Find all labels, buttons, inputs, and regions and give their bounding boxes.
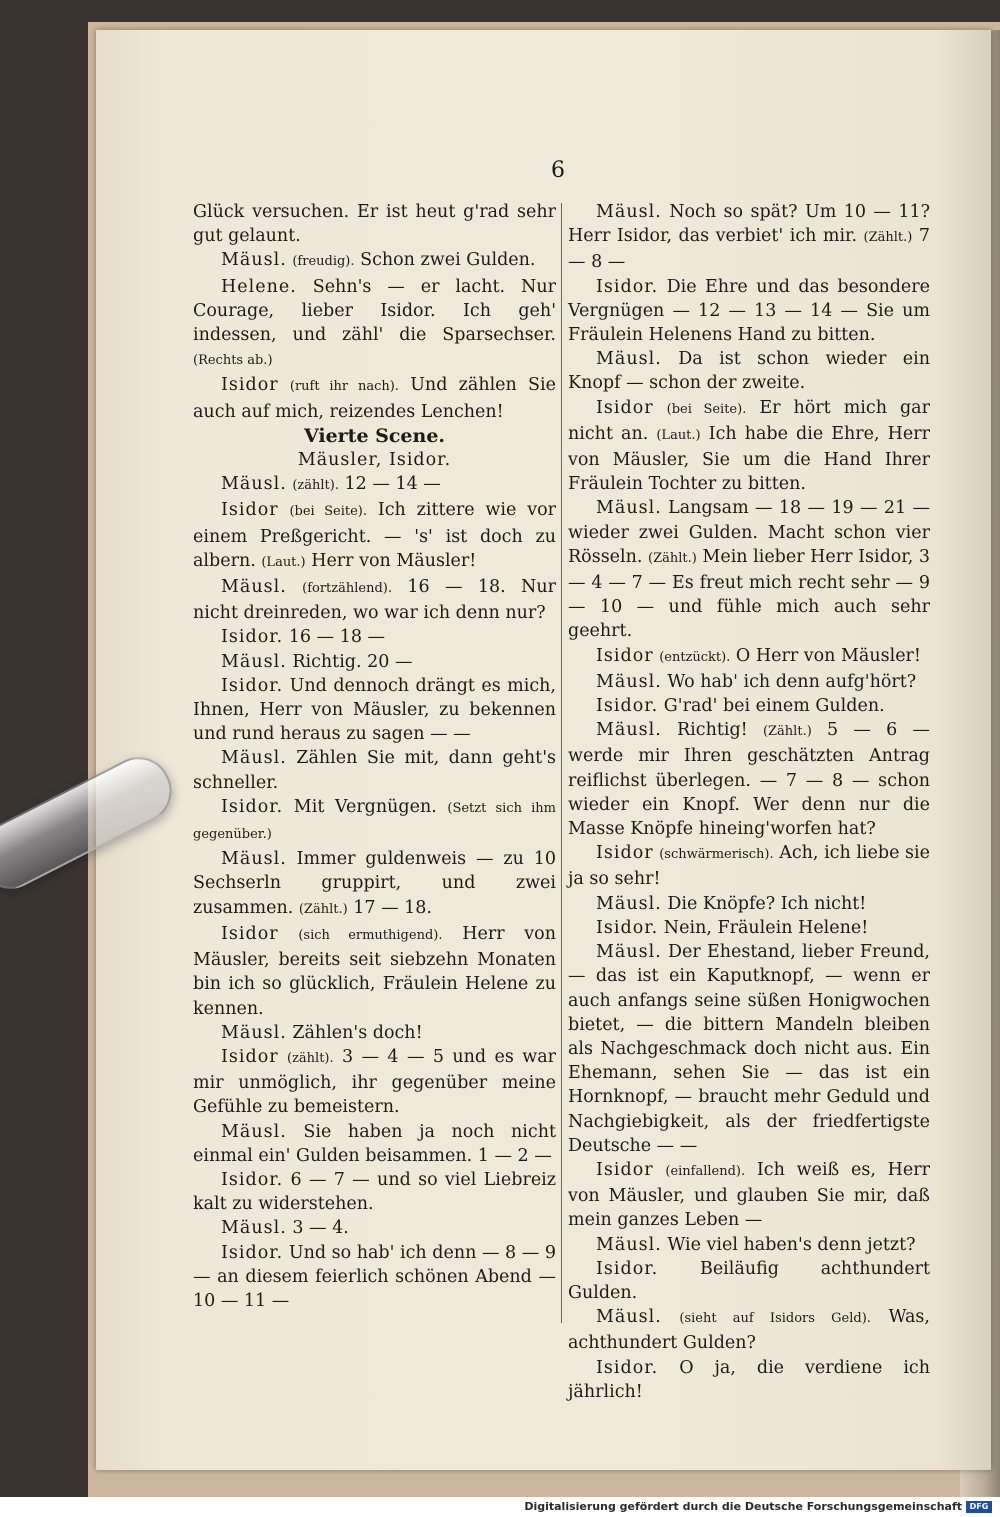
speaker-name: Mäusl. xyxy=(221,849,287,870)
dialogue-text: 16 — 18 — xyxy=(283,627,386,648)
speaker-name: Mäusl. xyxy=(596,893,662,914)
dialogue-text: Wie viel haben's denn jetzt? xyxy=(661,1234,916,1255)
dialogue-text: Beiläufig achthundert Gulden. xyxy=(568,1258,930,1303)
dialogue-text xyxy=(279,1047,287,1067)
speaker-name: Isidor xyxy=(221,375,279,396)
dialogue-text: Da ist schon wieder ein Knopf — schon der zweite. xyxy=(568,349,930,394)
dialogue-text: Mit Vergnügen. xyxy=(283,796,448,817)
dialogue-text: 17 — 18. xyxy=(347,897,432,918)
speaker-name: Mäusl. xyxy=(596,942,662,963)
speaker-name: Mäusl. xyxy=(221,651,287,672)
dialogue-paragraph xyxy=(193,674,556,747)
speaker-name: Mäusl. xyxy=(221,748,287,769)
speaker-name: Isidor. xyxy=(596,1357,659,1378)
stage-direction: (zählt). xyxy=(287,1050,334,1066)
dialogue-paragraph xyxy=(193,746,556,794)
stage-direction: (Laut.) xyxy=(261,554,306,570)
dialogue-text: 3 — 4. xyxy=(286,1218,349,1239)
footer-bar xyxy=(0,1497,1000,1517)
speaker-name: Isidor xyxy=(596,645,654,666)
stage-direction: (entzückt). xyxy=(659,649,731,665)
speaker-name: Isidor. xyxy=(221,796,284,817)
dialogue-paragraph xyxy=(568,496,930,643)
speaker-name: Isidor xyxy=(596,843,654,864)
dialogue-text: Ich habe die Ehre, Herr von Mäusler, Sie um die Hand Ihrer Fräulein Tochter zu bitten. xyxy=(568,423,930,495)
dialogue-text: Er hört mich gar nicht an. xyxy=(568,397,930,444)
dialogue-text: Schon zwei Gulden. xyxy=(354,250,536,271)
dialogue-text: Richtig. 20 — xyxy=(286,651,413,672)
stage-direction: (sieht auf Isidors Geld). xyxy=(679,1311,871,1327)
stage-direction: (Zählt.) xyxy=(648,550,697,566)
dialogue-text: Sie haben ja noch nicht einmal ein' Gulden beisammen. 1 — 2 — xyxy=(193,1121,556,1166)
dialogue-paragraph xyxy=(568,1257,930,1305)
dialogue-paragraph xyxy=(193,1045,556,1120)
dialogue-paragraph xyxy=(193,795,556,847)
dialogue-paragraph xyxy=(193,847,556,922)
dialogue-text: Zählen's doch! xyxy=(286,1022,423,1043)
speaker-name: Mäusl. xyxy=(221,1022,287,1043)
dialogue-paragraph xyxy=(193,1021,556,1045)
stage-direction: (Laut.) xyxy=(656,427,701,443)
dialogue-paragraph xyxy=(193,575,556,625)
dialogue-text: 3 — 4 — 5 und es war mir unmöglich, ihr gegenüber meine Gefühle zu bemeistern. xyxy=(193,1046,556,1118)
speaker-name: Isidor xyxy=(596,1159,654,1180)
dialogue-text xyxy=(279,375,290,395)
dialogue-text xyxy=(279,500,290,520)
dialogue-text: O ja, die verdiene ich jährlich! xyxy=(568,1357,930,1402)
speaker-name: Mäusl. xyxy=(596,720,662,741)
speaker-name: Isidor. xyxy=(596,276,659,297)
dialogue-paragraph xyxy=(568,1233,930,1257)
speaker-name: Mäusl. xyxy=(221,1218,287,1239)
dialogue-paragraph xyxy=(193,472,556,498)
dialogue-text: 5 — 6 — werde mir Ihren geschätzten Antrag reiflichst überlegen. — 7 — 8 — schon wieder ein Knopf. Wer denn nur die Masse Knöpfe hineing'worfen hat? xyxy=(568,720,930,840)
stage-direction: (fortzählend). xyxy=(302,581,392,597)
dialogue-paragraph xyxy=(193,1241,556,1314)
stage-direction: (zählt). xyxy=(292,478,339,494)
speaker-name: Isidor. xyxy=(221,627,284,648)
stage-direction: (bei Seite). xyxy=(666,401,747,417)
dialogue-paragraph xyxy=(193,1120,556,1168)
dialogue-text: Glück versuchen. Er ist heut g'rad sehr gut gelaunt. xyxy=(193,202,556,247)
dialogue-text: Mein lieber Herr Isidor, 3 — 4 — 7 — Es freut mich recht sehr — 9 — 10 — und fühle mich auch sehr geehrt. xyxy=(568,546,931,642)
speaker-name: Mäusl. xyxy=(596,498,662,519)
stage-direction: (Setzt sich ihm gegenüber.) xyxy=(193,800,556,843)
dialogue-paragraph xyxy=(193,373,556,423)
speaker-name: Helene. xyxy=(221,276,297,297)
dialogue-text: 7 — 8 — xyxy=(568,226,930,273)
dialogue-text: Und zählen Sie auch auf mich, reizendes Lenchen! xyxy=(193,375,556,422)
dialogue-paragraph xyxy=(568,200,930,275)
footer-credit: Digitalisierung gefördert durch die Deutsche Forschungsgemeinschaft xyxy=(524,1500,962,1513)
dialogue-text: 6 — 7 — und so viel Liebreiz kalt zu widerstehen. xyxy=(193,1169,556,1215)
speaker-name: Isidor. xyxy=(221,675,284,696)
stage-direction: (Zählt.) xyxy=(298,901,348,917)
dialogue-text: Sehn's — er lacht. Nur Courage, lieber Isidor. Ich geh' indessen, und zähl' die Sparsechser. xyxy=(193,276,556,346)
stage-direction: (Rechts ab.) xyxy=(193,353,273,369)
dialogue-paragraph xyxy=(193,200,556,248)
dialogue-paragraph xyxy=(568,841,930,891)
speaker-name: Mäusl. xyxy=(221,1121,287,1142)
speaker-name: Mäusl. xyxy=(596,1234,662,1255)
dialogue-text: Immer guldenweis — zu 10 Sechserln gruppirt, und zwei zusammen. xyxy=(193,849,556,918)
dialogue-text xyxy=(654,398,667,418)
dialogue-text: Und so hab' ich denn — 8 — 9 — an diesem feierlich schönen Abend — 10 — 11 — xyxy=(193,1242,556,1311)
dialogue-paragraph xyxy=(568,1305,930,1355)
dialogue-text: Herr von Mäusler, bereits seit siebzehn Monaten bin ich so glücklich, Fräulein Helene zu kennen. xyxy=(193,923,556,1019)
speaker-name: Isidor. xyxy=(596,1258,659,1279)
dialogue-text: Der Ehestand, lieber Freund, — das ist ein Kaputknopf, — wenn er auch anfangs seine süßen Honigwochen bietet, — die bittern Mandeln bleiben als Nachgeschmack doch nicht aus. Ein Ehemann, sehen Sie — das ist ein Hornknopf, — braucht mehr Geduld und Nachgiebigkeit, als der friedfertigste Deutsche — — xyxy=(568,942,930,1156)
dialogue-paragraph xyxy=(193,1168,556,1216)
speaker-name: Isidor xyxy=(221,500,279,521)
speaker-name: Isidor. xyxy=(221,1242,284,1263)
dialogue-text: Die Ehre und das besondere Vergnügen — 12 — 13 — 14 — Sie um Fräulein Helenens Hand zu bitten. xyxy=(568,276,930,346)
stage-direction: (sich ermuthigend). xyxy=(298,927,443,943)
dialogue-paragraph xyxy=(568,644,930,670)
dialogue-text: O Herr von Mäusler! xyxy=(730,645,921,666)
dialogue-text: Ich weiß es, Herr von Mäusler, und glauben Sie mir, daß mein ganzes Leben — xyxy=(568,1159,930,1231)
speaker-name: Mäusl. xyxy=(596,1307,662,1328)
dialogue-text: Langsam — 18 — 19 — 21 — wieder zwei Gulden. Macht schon vier Rösseln. xyxy=(568,498,930,567)
stage-direction: (bei Seite). xyxy=(289,504,367,520)
dialogue-paragraph xyxy=(568,396,930,497)
speaker-name: Isidor. xyxy=(221,1169,284,1190)
speaker-name: Isidor xyxy=(596,397,654,418)
dialogue-text: Richtig! xyxy=(661,720,763,741)
scene-characters: Mäusler, Isidor. xyxy=(297,450,452,471)
dialogue-paragraph xyxy=(568,275,930,348)
dialogue-paragraph xyxy=(193,625,556,649)
dialogue-paragraph xyxy=(568,670,930,694)
stage-direction: (ruft ihr nach). xyxy=(289,379,399,395)
dialogue-text xyxy=(287,577,302,597)
dialogue-text: Und dennoch drängt es mich, Ihnen, Herr von Mäusler, zu bekennen und rund heraus zu sagen — — xyxy=(193,675,556,745)
dialogue-paragraph xyxy=(193,498,556,575)
right-column xyxy=(568,200,930,1404)
dialogue-text xyxy=(654,1160,666,1180)
speaker-name: Isidor. xyxy=(596,696,659,717)
stage-direction: (Zählt.) xyxy=(762,724,812,740)
speaker-name: Mäusl. xyxy=(596,349,662,370)
dialogue-paragraph xyxy=(568,1158,930,1233)
speaker-name: Mäusl. xyxy=(221,250,287,271)
stage-direction: (Zählt.) xyxy=(863,230,913,246)
left-column xyxy=(193,200,556,1313)
dialogue-text: 12 — 14 — xyxy=(338,474,441,495)
speaker-name: Isidor xyxy=(221,1046,279,1067)
dialogue-text: Wo hab' ich denn aufg'hört? xyxy=(661,671,917,692)
dialogue-paragraph xyxy=(568,1356,930,1404)
dialogue-paragraph xyxy=(193,275,556,374)
dialogue-paragraph xyxy=(193,650,556,674)
dialogue-text xyxy=(662,1307,680,1327)
dialogue-text xyxy=(279,924,299,944)
dialogue-paragraph xyxy=(568,940,930,1158)
speaker-name: Isidor xyxy=(221,923,279,944)
stage-direction: (freudig). xyxy=(292,254,355,270)
dialogue-paragraph xyxy=(568,916,930,940)
dialogue-paragraph xyxy=(568,892,930,916)
speaker-name: Isidor. xyxy=(596,917,659,938)
dialogue-text: Die Knöpfe? Ich nicht! xyxy=(661,893,867,914)
dialogue-paragraph xyxy=(568,694,930,718)
dialogue-paragraph xyxy=(193,248,556,274)
scene-title: Vierte Scene. xyxy=(303,424,446,447)
stage-direction: (schwärmerisch). xyxy=(659,847,774,863)
column-divider xyxy=(561,203,562,1323)
dialogue-text: Ich zittere wie vor einem Preßgericht. — 's' ist doch zu albern. xyxy=(193,500,556,571)
page-number: 6 xyxy=(551,158,565,183)
dialogue-text: Was, achthundert Gulden? xyxy=(568,1307,930,1354)
dialogue-paragraph xyxy=(568,718,930,841)
speaker-name: Mäusl. xyxy=(221,474,287,495)
dfg-logo: DFG xyxy=(966,1501,992,1513)
stage-direction: (einfallend). xyxy=(665,1163,746,1179)
dialogue-text: Ach, ich liebe sie ja so sehr! xyxy=(568,843,930,890)
dialogue-paragraph xyxy=(193,922,556,1021)
speaker-name: Mäusl. xyxy=(596,671,662,692)
dialogue-text: Herr von Mäusler! xyxy=(305,550,477,571)
dialogue-text: Noch so spät? Um 10 — 11? Herr Isidor, das verbiet' ich mir. xyxy=(568,202,930,247)
speaker-name: Mäusl. xyxy=(596,202,662,222)
dialogue-text: G'rad' bei einem Gulden. xyxy=(658,696,885,717)
dialogue-text: 16 — 18. Nur nicht dreinreden, wo war ich denn nur? xyxy=(193,577,556,624)
dialogue-paragraph xyxy=(193,1216,556,1240)
speaker-name: Mäusl. xyxy=(221,577,287,598)
dialogue-paragraph xyxy=(568,347,930,395)
dialogue-text: Nein, Fräulein Helene! xyxy=(658,917,869,938)
dialogue-text: Zählen Sie mit, dann geht's schneller. xyxy=(193,748,556,793)
